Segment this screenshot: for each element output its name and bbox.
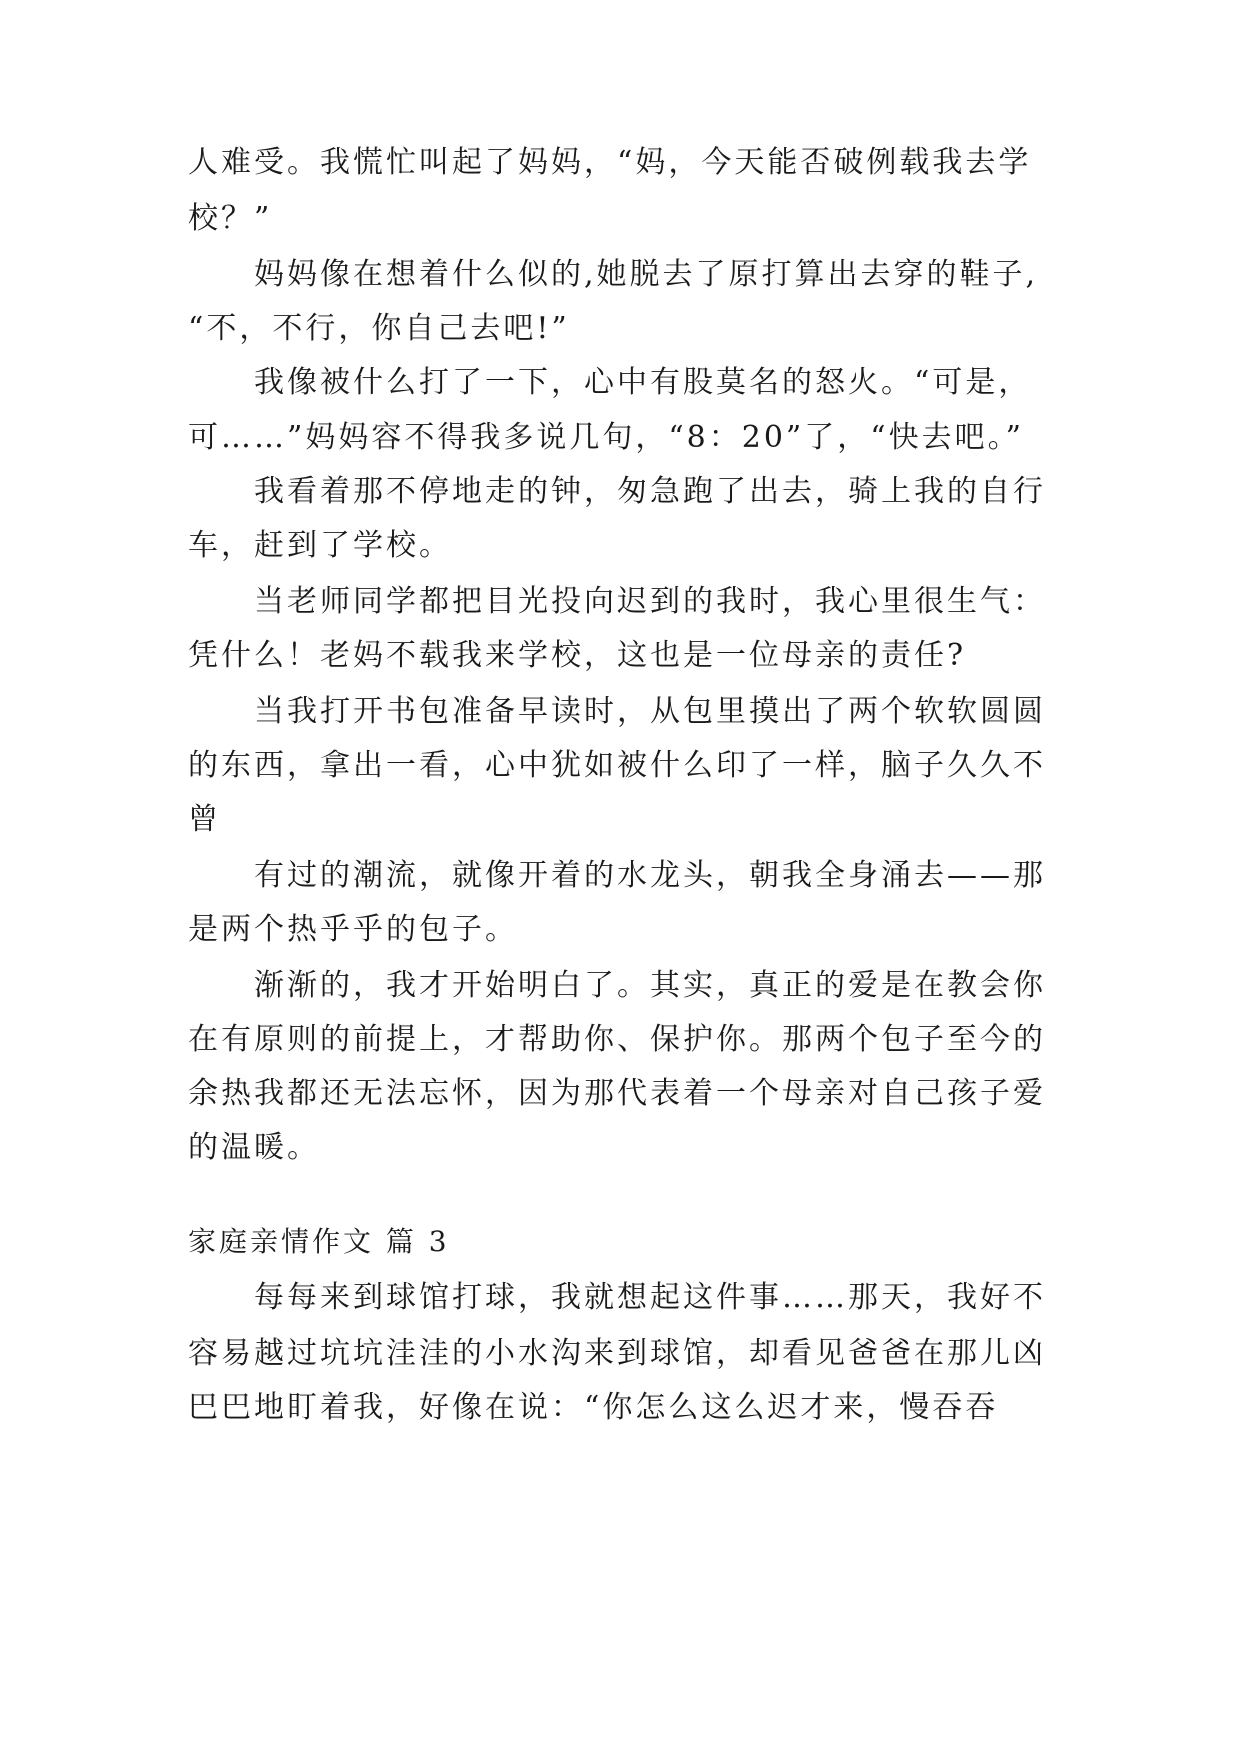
section-heading: 家庭亲情作文 篇 3 <box>188 1225 450 1258</box>
text-line: 容易越过坑坑洼洼的小水沟来到球馆，却看见爸爸在那儿凶 <box>188 1336 1046 1371</box>
text-line: 的温暖。 <box>188 1130 320 1165</box>
text-line: 有过的潮流，就像开着的水龙头，朝我全身涌去——那 <box>188 858 1046 893</box>
text-line: 凭什么！老妈不载我来学校，这也是一位母亲的责任? <box>188 638 967 673</box>
text-line: 是两个热乎乎的包子。 <box>188 912 518 947</box>
text-line: 可……”妈妈容不得我多说几句，“8：20”了，“快去吧。” <box>188 420 1024 455</box>
text-line: 车，赶到了学校。 <box>188 528 452 563</box>
text-line: 曾 <box>188 802 221 837</box>
text-line: “不，不行，你自己去吧!” <box>188 311 570 346</box>
text-line: 人难受。我慌忙叫起了妈妈，“妈，今天能否破例载我去学 <box>188 145 1032 180</box>
text-line: 的东西，拿出一看，心中犹如被什么印了一样，脑子久久不 <box>188 748 1046 783</box>
text-line: 当老师同学都把目光投向迟到的我时，我心里很生气： <box>188 584 1046 619</box>
text-line: 我像被什么打了一下，心中有股莫名的怒火。“可是， <box>188 365 1032 400</box>
text-line: 每每来到球馆打球，我就想起这件事……那天，我好不 <box>188 1280 1046 1315</box>
text-line: 妈妈像在想着什么似的,她脱去了原打算出去穿的鞋子, <box>188 257 1039 292</box>
text-line: 在有原则的前提上，才帮助你、保护你。那两个包子至今的 <box>188 1022 1046 1057</box>
text-line: 当我打开书包准备早读时，从包里摸出了两个软软圆圆 <box>188 694 1046 729</box>
text-line: 渐渐的，我才开始明白了。其实，真正的爱是在教会你 <box>188 968 1046 1003</box>
text-line: 校？” <box>188 201 273 236</box>
text-line: 我看着那不停地走的钟，匆急跑了出去，骑上我的自行 <box>188 474 1046 509</box>
text-line: 余热我都还无法忘怀，因为那代表着一个母亲对自己孩子爱 <box>188 1076 1046 1111</box>
text-line: 巴巴地盯着我，好像在说：“你怎么这么迟才来，慢吞吞 <box>188 1390 999 1425</box>
